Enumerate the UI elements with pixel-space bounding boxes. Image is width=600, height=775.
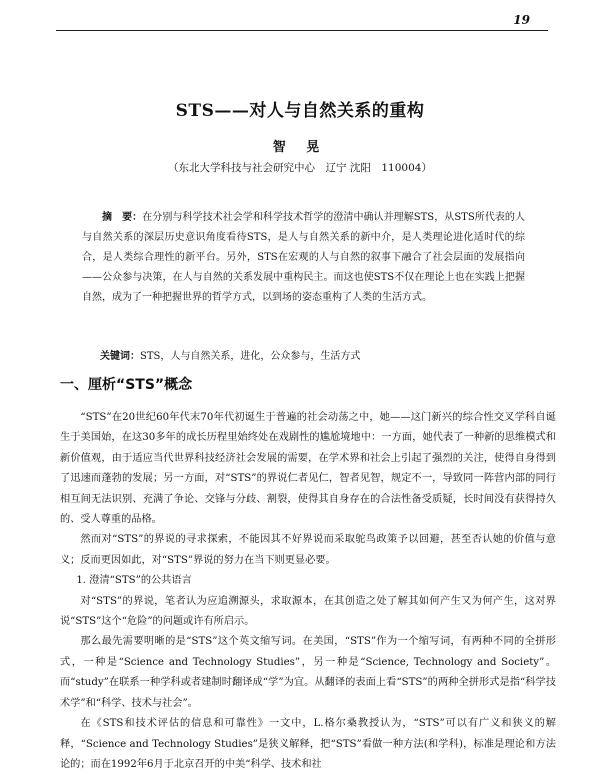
- paper-title: STS——对人与自然关系的重构: [175, 101, 425, 121]
- author-affiliation: （东北大学科技与社会研究中心 辽宁 沈阳 110004）: [168, 162, 432, 174]
- body-paragraph: 然而对“STS”的界说的寻求探索，不能因其不好界说而采取鸵鸟政策予以回避，甚至否认她的价值与意义；反而更因如此，对“STS”界说的努力在当下则更显必要。: [60, 534, 556, 566]
- body-paragraph: 对“STS”的界说，笔者认为应追溯源头，求取源本，在其创造之处了解其如何产生又为何产生，这对界说“STS”这个“危险”的问题或许有所启示。: [60, 595, 556, 628]
- body-text: [60, 408, 556, 775]
- abstract-label: 摘 要：: [102, 212, 143, 223]
- body-paragraph: “STS”在20世纪60年代末70年代初诞生于普遍的社会动荡之中，她——这门新兴的综合性交叉学科自诞生于美国始，在这30多年的成长历程里始终处在戏剧性的尴尬境地中：一方面，她代表了一种新的思维模式和新价值观，由于适应当代世界科技经济社会发展的需要，在学术界和社会上引起了强烈的关注，使得自身得到了迅速而蓬勃的发展；另一方面，对“STS”的界说仁者见仁，智者见智，规定不一，导致同一阵营内部的同行相互间无法识别、充满了争论、交锋与分歧、割裂，使得其自身存在的合法性备受质疑，长时间没有获得持久的、受人尊重的品格。: [60, 412, 556, 526]
- keywords-label: 关键词：: [100, 351, 140, 362]
- keywords: [100, 347, 530, 362]
- page-number: 19: [513, 13, 530, 27]
- header-rule: [56, 30, 548, 31]
- section-heading: 一、厘析“STS”概念: [60, 377, 193, 393]
- body-paragraph: 在《STS和技术评估的信息和可靠性》一文中，L.格尔桑教授认为，“STS”可以有广义和狭义的解释，“Science and Technology Studies”是狭义解释，把“STS”看做一种方法(和学科)，标准是理论和方法论的；而在1992年6月于北京召开的中美“科学、技术和社: [60, 718, 556, 770]
- abstract-text: 在分别与科学技术社会学和科学技术哲学的澄清中确认并理解STS，从STS所代表的人与自然关系的深层历史意识角度看待STS，是人与自然关系的新中介，是人类理论进化适时代的综合，是人类综合理性的新平台。另外，STS在宏观的人与自然的叙事下融合了社会层面的发展指向——公众参与决策，在人与自然的关系发展中重构民主。而这也使STS不仅在理论上也在实践上把握自然，成为了一种把握世界的哲学方式，以到场的姿态重构了人类的生活方式。: [82, 212, 525, 303]
- author-name: 智 晃: [272, 140, 328, 155]
- keywords-text: STS，人与自然关系，进化，公众参与，生活方式: [140, 351, 361, 362]
- subsection-heading: 1. 澄清“STS”的公共语言: [76, 575, 192, 587]
- body-paragraph: 那么最先需要明晰的是“STS”这个英文缩写词。在美国，“STS”作为一个缩写词，有两种不同的全拼形式，一种是“Science and Technology Studies”，另一种是“Science, Technology and Society”。而“study”在联系一种学科或者建制时翻译成“学”为宜。从翻译的表面上看“STS”的两种全拼形式是指“科学技术学”和“科学、技术与社会”。: [60, 636, 556, 709]
- abstract: [82, 208, 525, 308]
